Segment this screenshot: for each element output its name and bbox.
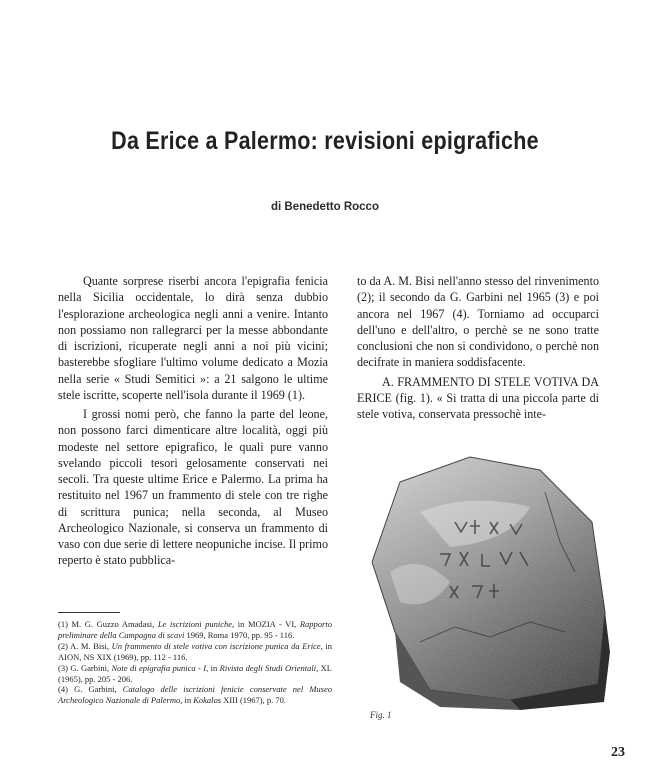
footnotes xyxy=(58,619,332,706)
left-paragraph-2: I grossi nomi però, che fanno la parte del leone, non possono farci dimenticare altre località, oggi più modeste nel settore epigrafico, le quali pure vanno svelando piccoli tesori gelosamente conservati nei secoli. Tra queste ultime Erice e Palermo. La prima ha restituito nel 1967 un frammento di stele con tre righe di scrittura punica; nella seconda, al Museo Archeologico Nazionale, si conserva un frammento di vaso con due serie di lettere neopuniche incise. Il primo reperto è stato pubblica- xyxy=(58,407,329,568)
footnotes-divider xyxy=(58,612,120,613)
right-paragraph-1: to da A. M. Bisi nell'anno stesso del rinvenimento (2); il secondo da G. Garbini nel 1965 (3) e poi ancora nel 1967 (4). Torniamo ad occuparci dell'uno e dell'altro, o perchè se ne sono tratte conclusioni che non si condividono, o perchè non decifrate in maniera soddisfacente. xyxy=(357,274,599,370)
right-paragraph-2: A. FRAMMENTO DI STELE VOTIVA DA ERICE (fig. 1). « Si tratta di una piccola parte di stele votiva, conservata pressochè inte- xyxy=(357,374,599,421)
footnote-1: (1) M. G. Guzzo Amadasi, Le iscrizioni puniche, in MOZIA - VI, Rapporto preliminare della Campagna di scavi 1969, Roma 1970, pp. 95 - 116. xyxy=(58,619,332,640)
page-number: 23 xyxy=(611,745,625,760)
right-column xyxy=(357,273,599,422)
left-column xyxy=(58,273,328,569)
footnote-2: (2) A. M. Bisi, Un frammento di stele votiva con iscrizione punica da Erice, in AION, NS XIX (1969), pp. 112 - 116. xyxy=(58,640,332,662)
figure-caption: Fig. 1 xyxy=(370,710,392,720)
footnote-3: (3) G. Garbini, Note di epigrafia punica - I, in Rivista degli Studi Orientali, XL (1965), pp. 205 - 206. xyxy=(58,662,332,684)
article-title: Da Erice a Palermo: revisioni epigrafiche xyxy=(111,127,539,155)
stele-fragment-photo xyxy=(360,452,610,712)
left-paragraph-1: Quante sorprese riserbi ancora l'epigrafia fenicia nella Sicilia occidentale, lo dirà senza dubbio l'esplorazione archeologica negli anni a venire. Intanto non possiamo non rallegrarci per la messe abbondante di iscrizioni, ricuperate negli anni a noi più vicini; basterebbe sfogliare l'ultimo volume dedicato a Mozia nella serie « Studi Semitici »: a 21 salgono le ultime stele iscritte, scoperte nell'isola durante il 1969 (1). xyxy=(58,274,328,402)
stele-fragment-image xyxy=(360,452,610,712)
article-byline: di Benedetto Rocco xyxy=(271,201,379,213)
footnote-4: (4) G. Garbini, Catalogo delle iscrizioni fenicie conservate nel Museo Archeologico Nazionale di Palermo, in Kokalos XIII (1967), p. 70. xyxy=(58,684,332,706)
